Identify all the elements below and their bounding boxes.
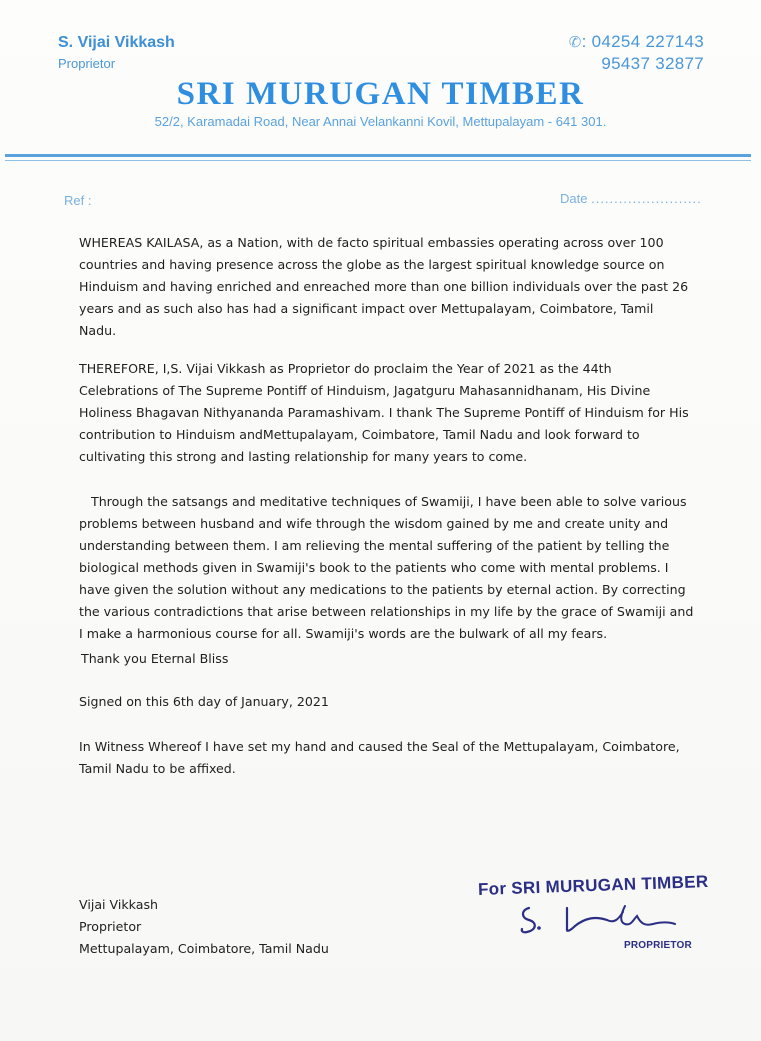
handwritten-signature bbox=[515, 898, 680, 942]
signatory-role: Proprietor bbox=[79, 919, 142, 934]
phone-number-1 bbox=[569, 32, 704, 52]
phone-number-2: 95437 32877 bbox=[601, 54, 704, 73]
header-divider-thin bbox=[5, 160, 751, 161]
company-stamp-role: PROPRIETOR bbox=[624, 940, 692, 951]
paragraph-whereas: WHEREAS KAILASA, as a Nation, with de facto spiritual embassies operating across over 100 countries and having presence across the globe as the largest spiritual knowledge source on Hinduism and having enriched and enreached more than one billion individuals over the past 26 years and as such also has had a significant impact over Mettupalayam, Coimbatore, Tamil Nadu. bbox=[79, 235, 689, 338]
header-divider-thick bbox=[5, 154, 751, 157]
phone-1-text: : 04254 227143 bbox=[581, 32, 704, 51]
company-name: SRI MURUGAN TIMBER bbox=[176, 76, 585, 112]
proprietor-title: Proprietor bbox=[58, 56, 116, 71]
company-stamp-heading: For SRI MURUGAN TIMBER bbox=[477, 871, 709, 900]
date-blank: ........................ bbox=[591, 191, 702, 206]
thank-you-line: Thank you Eternal Bliss bbox=[81, 651, 229, 666]
date-label: Date bbox=[560, 191, 588, 206]
proprietor-name: S. Vijai Vikkash bbox=[58, 34, 175, 51]
signatory-name: Vijai Vikkash bbox=[79, 897, 159, 912]
signed-date-line: Signed on this 6th day of January, 2021 bbox=[79, 694, 329, 709]
witness-paragraph: In Witness Whereof I have set my hand and caused the Seal of the Mettupalayam, Coimbatore, Tamil Nadu to be affixed. bbox=[79, 739, 680, 776]
company-address: 52/2, Karamadai Road, Near Annai Velankanni Kovil, Mettupalayam - 641 301. bbox=[154, 114, 607, 129]
paragraph-testimony: Through the satsangs and meditative techniques of Swamiji, I have been able to solve various problems between husband and wife through the wisdom gained by me and create unity and understanding between them. I am relieving the mental suffering of the patient by telling the biological methods given in Swamiji's book to the patients who come with mental problems. I have given the solution without any medications to the patients by eternal action. By correcting the various contradictions that arise between relationships in my life by the grace of Swamiji and I make a harmonious course for all. Swamiji's words are the bulwark of all my fears. bbox=[79, 494, 694, 641]
phone-icon: ✆ bbox=[568, 34, 582, 51]
date-field bbox=[560, 191, 702, 206]
signatory-location: Mettupalayam, Coimbatore, Tamil Nadu bbox=[79, 941, 329, 956]
ref-label: Ref : bbox=[64, 193, 92, 208]
paragraph-therefore: THEREFORE, I,S. Vijai Vikkash as Proprietor do proclaim the Year of 2021 as the 44th Celebrations of The Supreme Pontiff of Hinduism, Jagatguru Mahasannidhanam, His Divine Holiness Bhagavan Nithyananda Paramashivam. I thank The Supreme Pontiff of Hinduism for His contribution to Hinduism andMettupalayam, Coimbatore, Tamil Nadu and look forward to cultivating this strong and lasting relationship for many years to come. bbox=[79, 361, 689, 464]
